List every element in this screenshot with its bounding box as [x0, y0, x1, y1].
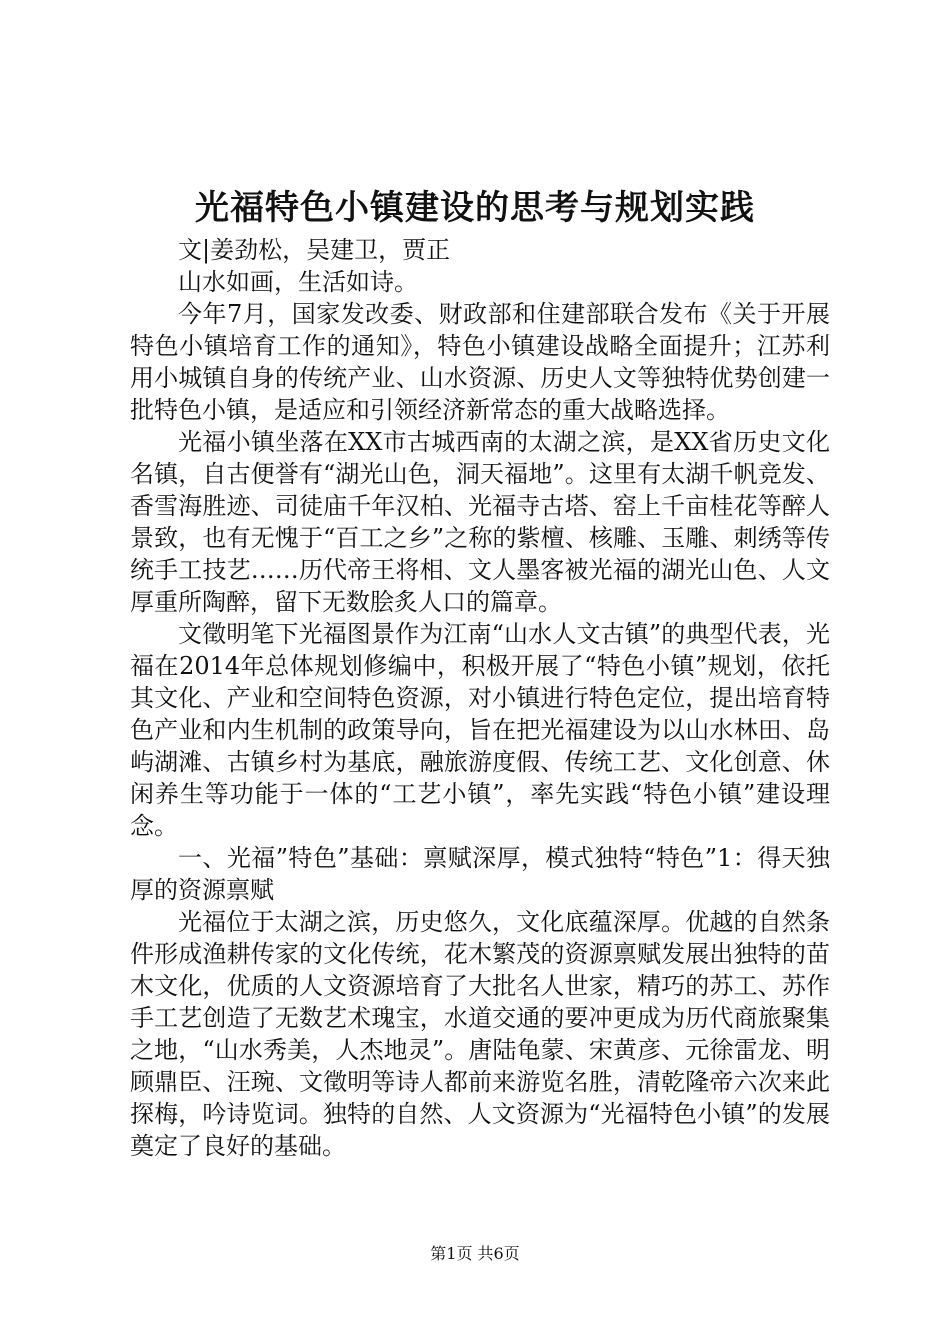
document-body — [130, 234, 830, 1162]
paragraph: 文徵明笔下光福图景作为江南“山水人文古镇”的典型代表，光福在2014年总体规划修编中，积极开展了“特色小镇”规划，依托其文化、产业和空间特色资源，对小镇进行特色定位，提出培育特色产业和内生机制的政策导向，旨在把光福建设为以山水林田、岛屿湖滩、古镇乡村为基底，融旅游度假、传统工艺、文化创意、休闲养生等功能于一体的“工艺小镇”，率先实践“特色小镇”建设理念。 — [130, 620, 830, 840]
page-footer: 第1页 共6页 — [430, 1244, 520, 1263]
paragraph: 光福位于太湖之滨，历史悠久，文化底蕴深厚。优越的自然条件形成渔耕传家的文化传统，花木繁茂的资源禀赋发展出独特的苗木文化，优质的人文资源培育了大批名人世家，精巧的苏工、苏作手工艺创造了无数艺术瑰宝，水道交通的要冲更成为历代商旅聚集之地，“山水秀美，人杰地灵”。唐陆龟蒙、宋黄彦、元徐雷龙、明顾鼎臣、汪琬、文徵明等诗人都前来游览名胜，清乾隆帝六次来此探梅，吟诗览词。独特的自然、人文资源为“光福特色小镇”的发展奠定了良好的基础。 — [130, 908, 830, 1160]
document-title: 光福特色小镇建设的思考与规划实践 — [195, 188, 755, 228]
paragraph: 山水如画，生活如诗。 — [178, 268, 418, 296]
paragraph: 今年7月，国家发改委、财政部和住建部联合发布《关于开展特色小镇培育工作的通知》，特色小镇建设战略全面提升；江苏利用小城镇自身的传统产业、山水资源、历史人文等独特优势创建一批特色小镇，是适应和引领经济新常态的重大战略选择。 — [130, 300, 830, 424]
byline: 文|姜劲松，吴建卫，贾正 — [178, 236, 451, 264]
paragraph: 光福小镇坐落在XX市古城西南的太湖之滨，是XX省历史文化名镇，自古便誉有“湖光山色，洞天福地”。这里有太湖千帆竞发、香雪海胜迹、司徒庙千年汉柏、光福寺古塔、窑上千亩桂花等醉人景致，也有无愧于“百工之乡”之称的紫檀、核雕、玉雕、刺绣等传统手工技艺……历代帝王将相、文人墨客被光福的湖光山色、人文厚重所陶醉，留下无数脍炙人口的篇章。 — [130, 428, 830, 616]
section-heading: 一、光福”特色”基础：禀赋深厚，模式独特“特色”1：得天独厚的资源禀赋 — [130, 844, 830, 904]
